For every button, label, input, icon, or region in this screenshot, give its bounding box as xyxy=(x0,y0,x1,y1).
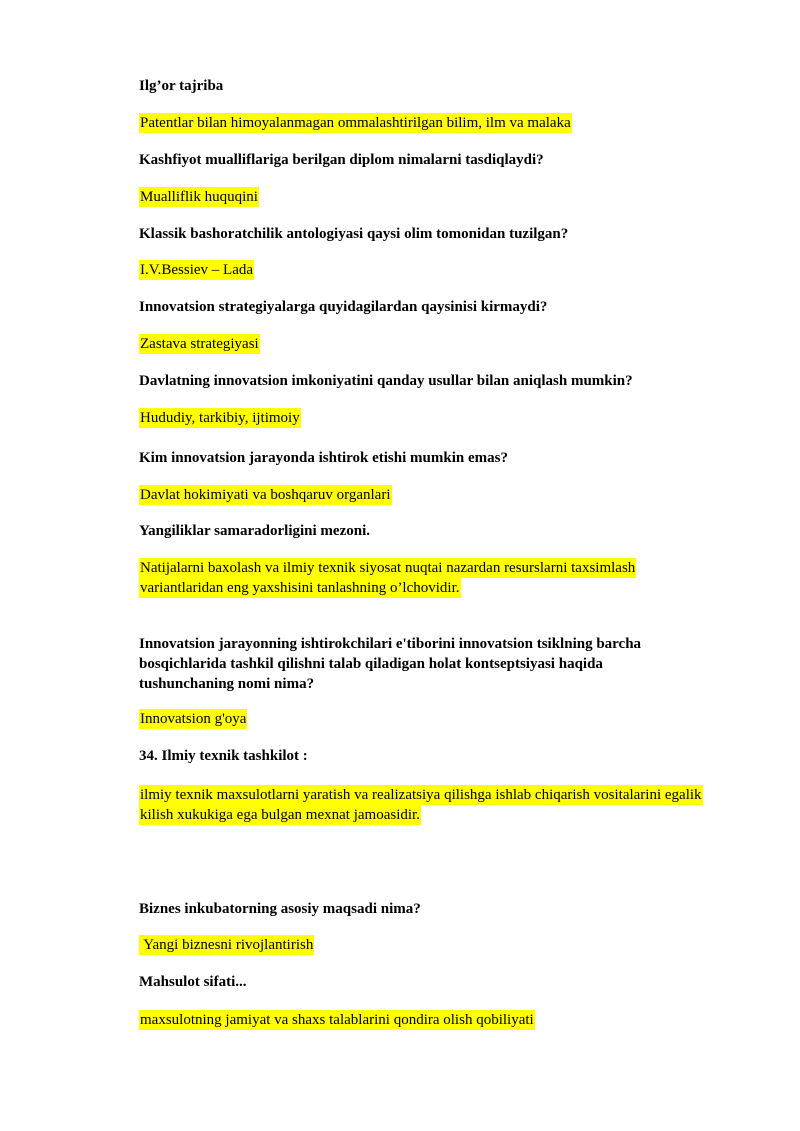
answer-text: Yangi biznesni rivojlantirish xyxy=(140,937,314,953)
question-text: Kashfiyot mualliflariga berilgan diplom nimalarni tasdiqlaydi? xyxy=(139,152,544,168)
answer-text: Davlat hokimiyati va boshqaruv organlari xyxy=(140,487,391,503)
question-text: Davlatning innovatsion imkoniyatini qanday usullar bilan aniqlash mumkin? xyxy=(139,373,633,389)
question-text: Kim innovatsion jarayonda ishtirok etishi mumkin emas? xyxy=(139,450,508,466)
answer-text-line: variantlaridan eng yaxshisini tanlashning o’lchovidir. xyxy=(140,580,460,596)
question-text: Ilg’or tajriba xyxy=(139,78,224,94)
question-text: Yangiliklar samaradorligini mezoni. xyxy=(139,523,370,539)
question-text: Innovatsion strategiyalarga quyidagilardan qaysinisi kirmaydi? xyxy=(139,299,548,315)
question-text: Mahsulot sifati... xyxy=(139,974,247,990)
answer-text: Zastava strategiyasi xyxy=(140,336,259,352)
answer-text: Mualliflik huquqini xyxy=(140,189,258,205)
answer-text-line: ilmiy texnik maxsulotlarni yaratish va realizatsiya qilishga ishlab chiqarish vositalarini egalik xyxy=(140,787,702,803)
question-text-line: bosqichlarida tashkil qilishni talab qiladigan holat kontseptsiyasi haqida xyxy=(139,656,603,672)
question-text-line: tushunchaning nomi nima? xyxy=(139,676,315,692)
question-text-line: Innovatsion jarayonning ishtirokchilari e'tiborini innovatsion tsiklning barcha xyxy=(139,636,642,652)
question-text: 34. Ilmiy texnik tashkilot : xyxy=(139,748,308,764)
answer-text: Patentlar bilan himoyalanmagan ommalashtirilgan bilim, ilm va malaka xyxy=(140,115,571,131)
question-text: Biznes inkubatorning asosiy maqsadi nima? xyxy=(139,901,421,917)
answer-text: I.V.Bessiev – Lada xyxy=(140,262,254,278)
answer-text: Hududiy, tarkibiy, ijtimoiy xyxy=(140,410,300,426)
answer-text: maxsulotning jamiyat va shaxs talablarini qondira olish qobiliyati xyxy=(140,1012,534,1028)
question-text: Klassik bashoratchilik antologiyasi qaysi olim tomonidan tuzilgan? xyxy=(139,226,569,242)
answer-text: Innovatsion g'oya xyxy=(140,711,247,727)
answer-text-line: Natijalarni baxolash va ilmiy texnik siyosat nuqtai nazardan resurslarni taxsimlash xyxy=(140,560,636,576)
answer-text-line: kilish xukukiga ega bulgan mexnat jamoasidir. xyxy=(140,807,420,823)
